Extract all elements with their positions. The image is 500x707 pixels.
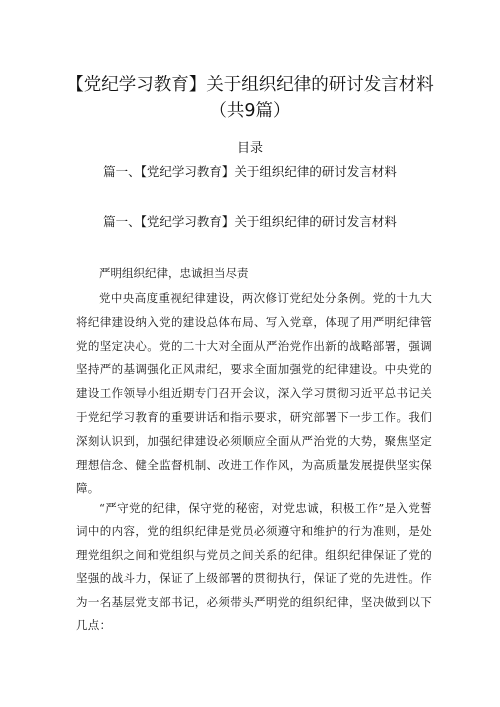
section-title: 篇一、【党纪学习教育】关于组织纪律的研讨发言材料 xyxy=(103,214,397,229)
document-title: 【党纪学习教育】关于组织纪律的研讨发言材料（共9篇） xyxy=(66,75,434,121)
toc-item[interactable]: 篇一、【党纪学习教育】关于组织纪律的研讨发言材料 xyxy=(103,164,397,179)
body-paragraph: 党中央高度重视纪律建设，两次修订党纪处分条例。党的十九大将纪律建设纳入党的建设总体布局、写入党章，体现了用严明纪律管党的坚定决心。党的二十大对全面从严治党作出新的战略部署，强调坚持严的基调强化正风肃纪，要求全面加强党的纪律建设。中央党的建设工作领导小组近期专门召开会议，深入学习贯彻习近平总书记关于党纪学习教育的重要讲话和指示要求，研究部署下一步工作。我们深刻认识到，加强纪律建设必须顺应全面从严治党的大势，聚焦坚定理想信念、健全监督机制、改进工作作风，为高质量发展提供坚实保障。 xyxy=(76,291,432,496)
toc-heading: 目录 xyxy=(236,141,263,156)
section-subheading: 严明组织纪律，忠诚担当尽责 xyxy=(99,266,249,280)
body-paragraph: “严守党的纪律，保守党的秘密，对党忠诚，积极工作”是入党誓词中的内容，党的组织纪律是党员必须遵守和维护的行为准则，是处理党组织之间和党组织与党员之间关系的纪律。组织纪律保证了党的坚强的战斗力，保证了上级部署的贯彻执行，保证了党的先进性。作为一名基层党支部书记，必须带头严明党的组织纪律，坚决做到以下几点： xyxy=(76,501,432,633)
